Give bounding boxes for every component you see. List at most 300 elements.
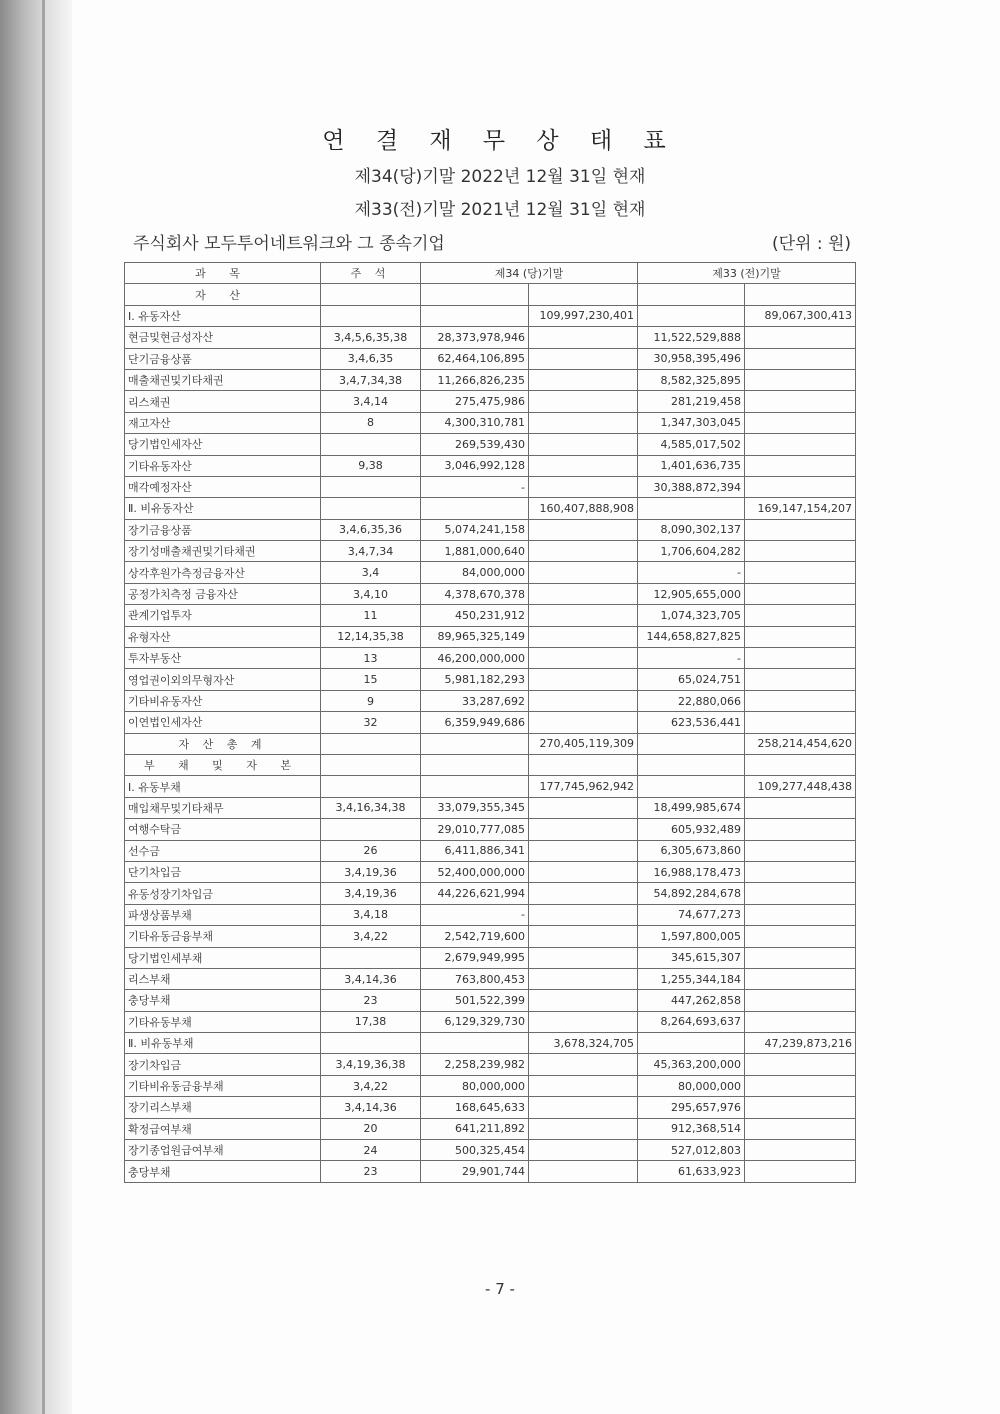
account-label: 단기금융상품 — [125, 348, 321, 369]
current-amount: 46,200,000,000 — [421, 648, 529, 669]
empty-cell — [321, 305, 421, 326]
prior-amount: 447,262,858 — [638, 990, 745, 1011]
empty-cell — [529, 626, 638, 647]
empty-cell — [529, 605, 638, 626]
table-row — [125, 605, 856, 626]
prior-amount: 12,905,655,000 — [638, 583, 745, 604]
current-subtotal: 177,745,962,942 — [529, 776, 638, 797]
empty-cell — [529, 690, 638, 711]
account-label: 장기성매출채권및기타채권 — [125, 541, 321, 562]
period-prior: 제33(전)기말 2021년 12월 31일 현재 — [354, 200, 646, 220]
current-amount: 44,226,621,994 — [421, 883, 529, 904]
prior-amount: 1,401,636,735 — [638, 455, 745, 476]
note-ref — [321, 947, 421, 968]
prior-amount: 527,012,803 — [638, 1140, 745, 1161]
table-row — [125, 990, 856, 1011]
note-ref: 3,4,14 — [321, 391, 421, 412]
prior-amount: 65,024,751 — [638, 669, 745, 690]
table-row — [125, 1075, 856, 1096]
account-label: 공정가치측정 금융자산 — [125, 583, 321, 604]
empty-cell — [745, 926, 856, 947]
empty-cell — [529, 284, 638, 305]
empty-cell — [529, 562, 638, 583]
table-row — [125, 1033, 856, 1054]
account-label: 매출채권및기타채권 — [125, 369, 321, 390]
empty-cell — [745, 947, 856, 968]
empty-cell — [529, 455, 638, 476]
note-ref — [321, 476, 421, 497]
note-ref: 17,38 — [321, 1011, 421, 1032]
grand-total-label: 자 산 총 계 — [125, 733, 321, 754]
empty-cell — [745, 476, 856, 497]
balance-sheet-table — [124, 262, 856, 1183]
current-amount: 501,522,399 — [421, 990, 529, 1011]
prior-amount: 1,347,303,045 — [638, 412, 745, 433]
note-ref: 15 — [321, 669, 421, 690]
note-ref: 3,4,16,34,38 — [321, 797, 421, 818]
account-label: 기타비유동자산 — [125, 690, 321, 711]
note-ref: 3,4,7,34,38 — [321, 369, 421, 390]
empty-cell — [745, 391, 856, 412]
prior-amount: 30,958,395,496 — [638, 348, 745, 369]
empty-cell — [529, 1054, 638, 1075]
table-row — [125, 434, 856, 455]
prior-subtotal: 89,067,300,413 — [745, 305, 856, 326]
current-amount: 33,079,355,345 — [421, 797, 529, 818]
empty-cell — [529, 968, 638, 989]
prior-amount: 4,585,017,502 — [638, 434, 745, 455]
account-label: 선수금 — [125, 840, 321, 861]
table-body — [125, 284, 856, 1182]
account-label: 장기금융상품 — [125, 519, 321, 540]
empty-cell — [529, 1075, 638, 1096]
account-label: 기타유동금융부채 — [125, 926, 321, 947]
current-amount: 5,074,241,158 — [421, 519, 529, 540]
table-row — [125, 498, 856, 519]
table-row — [125, 733, 856, 754]
category-label: Ⅱ. 비유동자산 — [125, 498, 321, 519]
current-subtotal: 160,407,888,908 — [529, 498, 638, 519]
table-row — [125, 348, 856, 369]
empty-cell — [321, 733, 421, 754]
table-row — [125, 883, 856, 904]
note-ref: 12,14,35,38 — [321, 626, 421, 647]
note-ref: 32 — [321, 712, 421, 733]
empty-cell — [638, 733, 745, 754]
empty-cell — [745, 1011, 856, 1032]
account-label: 매각예정자산 — [125, 476, 321, 497]
note-ref: 24 — [321, 1140, 421, 1161]
table-row — [125, 391, 856, 412]
header-account: 과 목 — [125, 263, 321, 284]
empty-cell — [529, 819, 638, 840]
note-ref: 3,4,6,35 — [321, 348, 421, 369]
empty-cell — [529, 1118, 638, 1139]
account-label: 상각후원가측정금융자산 — [125, 562, 321, 583]
note-ref: 3,4,7,34 — [321, 541, 421, 562]
empty-cell — [745, 968, 856, 989]
empty-cell — [745, 1097, 856, 1118]
note-ref: 3,4,19,36 — [321, 861, 421, 882]
header-prior-period: 제33 (전)기말 — [638, 263, 856, 284]
empty-cell — [745, 861, 856, 882]
table-row — [125, 455, 856, 476]
empty-cell — [529, 541, 638, 562]
current-amount: 2,542,719,600 — [421, 926, 529, 947]
prior-amount: 281,219,458 — [638, 391, 745, 412]
current-amount: 33,287,692 — [421, 690, 529, 711]
empty-cell — [321, 754, 421, 775]
table-row — [125, 583, 856, 604]
table-row — [125, 1054, 856, 1075]
empty-cell — [745, 562, 856, 583]
account-label: 파생상품부채 — [125, 904, 321, 925]
account-label: 충당부채 — [125, 990, 321, 1011]
empty-cell — [529, 904, 638, 925]
note-ref: 20 — [321, 1118, 421, 1139]
current-amount: 11,266,826,235 — [421, 369, 529, 390]
table-row — [125, 1161, 856, 1182]
table-row — [125, 519, 856, 540]
table-header-row — [125, 263, 856, 284]
empty-cell — [529, 883, 638, 904]
empty-cell — [529, 583, 638, 604]
empty-cell — [745, 519, 856, 540]
empty-cell — [745, 434, 856, 455]
current-amount: 6,411,886,341 — [421, 840, 529, 861]
account-label: 장기차입금 — [125, 1054, 321, 1075]
current-amount: 1,881,000,640 — [421, 541, 529, 562]
table-row — [125, 541, 856, 562]
prior-amount: 61,633,923 — [638, 1161, 745, 1182]
prior-amount: 30,388,872,394 — [638, 476, 745, 497]
note-ref: 3,4,19,36,38 — [321, 1054, 421, 1075]
empty-cell — [745, 583, 856, 604]
empty-cell — [745, 754, 856, 775]
account-label: 장기종업원급여부채 — [125, 1140, 321, 1161]
prior-amount: 8,582,325,895 — [638, 369, 745, 390]
table-row — [125, 819, 856, 840]
empty-cell — [321, 498, 421, 519]
prior-subtotal: 47,239,873,216 — [745, 1033, 856, 1054]
current-amount: - — [421, 476, 529, 497]
current-amount: 28,373,978,946 — [421, 327, 529, 348]
prior-subtotal: 109,277,448,438 — [745, 776, 856, 797]
note-ref: 3,4 — [321, 562, 421, 583]
account-label: 현금및현금성자산 — [125, 327, 321, 348]
prior-amount: 8,264,693,637 — [638, 1011, 745, 1032]
account-label: 관계기업투자 — [125, 605, 321, 626]
empty-cell — [638, 305, 745, 326]
empty-cell — [321, 1033, 421, 1054]
current-amount: 89,965,325,149 — [421, 626, 529, 647]
prior-amount: 912,368,514 — [638, 1118, 745, 1139]
account-label: 당기법인세자산 — [125, 434, 321, 455]
table-row — [125, 904, 856, 925]
table-row — [125, 369, 856, 390]
prior-total: 258,214,454,620 — [745, 733, 856, 754]
table-row — [125, 626, 856, 647]
empty-cell — [529, 712, 638, 733]
empty-cell — [529, 1097, 638, 1118]
account-label: 재고자산 — [125, 412, 321, 433]
empty-cell — [529, 1011, 638, 1032]
current-amount: 52,400,000,000 — [421, 861, 529, 882]
empty-cell — [529, 476, 638, 497]
empty-cell — [529, 926, 638, 947]
account-label: 당기법인세부채 — [125, 947, 321, 968]
prior-amount: 623,536,441 — [638, 712, 745, 733]
prior-amount: 8,090,302,137 — [638, 519, 745, 540]
section-header: 부 채 및 자 본 — [125, 754, 321, 775]
note-ref: 3,4,18 — [321, 904, 421, 925]
account-label: 투자부동산 — [125, 648, 321, 669]
empty-cell — [745, 369, 856, 390]
document-title: 연 결 재 무 상 태 표 — [322, 128, 678, 154]
empty-cell — [321, 776, 421, 797]
current-amount: 763,800,453 — [421, 968, 529, 989]
prior-amount: 16,988,178,473 — [638, 861, 745, 882]
table-row — [125, 968, 856, 989]
current-amount: 275,475,986 — [421, 391, 529, 412]
empty-cell — [529, 391, 638, 412]
current-amount: 4,378,670,378 — [421, 583, 529, 604]
empty-cell — [529, 754, 638, 775]
empty-cell — [745, 690, 856, 711]
empty-cell — [529, 412, 638, 433]
prior-amount: 11,522,529,888 — [638, 327, 745, 348]
empty-cell — [421, 1033, 529, 1054]
empty-cell — [421, 776, 529, 797]
prior-amount: - — [638, 562, 745, 583]
empty-cell — [529, 327, 638, 348]
current-amount: 500,325,454 — [421, 1140, 529, 1161]
prior-amount: 22,880,066 — [638, 690, 745, 711]
account-label: 리스부채 — [125, 968, 321, 989]
table-row — [125, 305, 856, 326]
empty-cell — [638, 776, 745, 797]
empty-cell — [529, 840, 638, 861]
table-row — [125, 1097, 856, 1118]
empty-cell — [745, 1161, 856, 1182]
account-label: 기타유동부채 — [125, 1011, 321, 1032]
prior-amount: 80,000,000 — [638, 1075, 745, 1096]
note-ref: 3,4,5,6,35,38 — [321, 327, 421, 348]
category-label: Ⅰ. 유동부채 — [125, 776, 321, 797]
note-ref: 9,38 — [321, 455, 421, 476]
account-label: 충당부채 — [125, 1161, 321, 1182]
empty-cell — [421, 305, 529, 326]
category-label: Ⅰ. 유동자산 — [125, 305, 321, 326]
table-row — [125, 861, 856, 882]
empty-cell — [745, 348, 856, 369]
empty-cell — [529, 648, 638, 669]
prior-amount: 1,255,344,184 — [638, 968, 745, 989]
prior-amount: 1,706,604,282 — [638, 541, 745, 562]
empty-cell — [529, 1140, 638, 1161]
prior-amount: 74,677,273 — [638, 904, 745, 925]
empty-cell — [745, 648, 856, 669]
empty-cell — [745, 1140, 856, 1161]
empty-cell — [745, 840, 856, 861]
category-label: Ⅱ. 비유동부채 — [125, 1033, 321, 1054]
current-amount: 3,046,992,128 — [421, 455, 529, 476]
current-amount: - — [421, 904, 529, 925]
prior-amount: 45,363,200,000 — [638, 1054, 745, 1075]
empty-cell — [745, 605, 856, 626]
current-amount: 62,464,106,895 — [421, 348, 529, 369]
empty-cell — [529, 434, 638, 455]
empty-cell — [529, 990, 638, 1011]
current-subtotal: 109,997,230,401 — [529, 305, 638, 326]
account-label: 유형자산 — [125, 626, 321, 647]
account-label: 유동성장기차입금 — [125, 883, 321, 904]
note-ref — [321, 434, 421, 455]
empty-cell — [529, 369, 638, 390]
current-amount: 29,901,744 — [421, 1161, 529, 1182]
empty-cell — [745, 883, 856, 904]
note-ref: 3,4,10 — [321, 583, 421, 604]
table-row — [125, 562, 856, 583]
empty-cell — [745, 284, 856, 305]
empty-cell — [421, 733, 529, 754]
empty-cell — [745, 1075, 856, 1096]
prior-amount: 18,499,985,674 — [638, 797, 745, 818]
current-amount: 641,211,892 — [421, 1118, 529, 1139]
prior-amount: 6,305,673,860 — [638, 840, 745, 861]
empty-cell — [745, 669, 856, 690]
prior-amount: - — [638, 648, 745, 669]
current-amount: 168,645,633 — [421, 1097, 529, 1118]
empty-cell — [745, 412, 856, 433]
account-label: 영업권이외의무형자산 — [125, 669, 321, 690]
note-ref: 3,4,22 — [321, 926, 421, 947]
current-amount: 29,010,777,085 — [421, 819, 529, 840]
empty-cell — [529, 519, 638, 540]
note-ref: 23 — [321, 990, 421, 1011]
empty-cell — [745, 327, 856, 348]
account-label: 장기리스부채 — [125, 1097, 321, 1118]
empty-cell — [745, 904, 856, 925]
table-row — [125, 776, 856, 797]
note-ref — [321, 819, 421, 840]
current-amount: 2,258,239,982 — [421, 1054, 529, 1075]
empty-cell — [529, 861, 638, 882]
empty-cell — [745, 819, 856, 840]
empty-cell — [638, 284, 745, 305]
empty-cell — [745, 455, 856, 476]
account-label: 단기차입금 — [125, 861, 321, 882]
empty-cell — [421, 284, 529, 305]
current-amount: 4,300,310,781 — [421, 412, 529, 433]
note-ref: 3,4,19,36 — [321, 883, 421, 904]
prior-amount: 605,932,489 — [638, 819, 745, 840]
empty-cell — [745, 626, 856, 647]
empty-cell — [421, 754, 529, 775]
empty-cell — [529, 797, 638, 818]
empty-cell — [638, 1033, 745, 1054]
empty-cell — [321, 284, 421, 305]
empty-cell — [745, 712, 856, 733]
table-row — [125, 327, 856, 348]
current-amount: 84,000,000 — [421, 562, 529, 583]
account-label: 이연법인세자산 — [125, 712, 321, 733]
current-subtotal: 3,678,324,705 — [529, 1033, 638, 1054]
empty-cell — [529, 348, 638, 369]
current-amount: 450,231,912 — [421, 605, 529, 626]
current-amount: 269,539,430 — [421, 434, 529, 455]
prior-amount: 54,892,284,678 — [638, 883, 745, 904]
empty-cell — [529, 947, 638, 968]
prior-amount: 345,615,307 — [638, 947, 745, 968]
table-row — [125, 690, 856, 711]
note-ref: 3,4,14,36 — [321, 968, 421, 989]
account-label: 여행수탁금 — [125, 819, 321, 840]
empty-cell — [529, 1161, 638, 1182]
table-row — [125, 754, 856, 775]
current-amount: 5,981,182,293 — [421, 669, 529, 690]
note-ref: 3,4,22 — [321, 1075, 421, 1096]
company-name: 주식회사 모두투어네트워크와 그 종속기업 — [133, 234, 445, 254]
note-ref: 3,4,14,36 — [321, 1097, 421, 1118]
prior-amount: 1,074,323,705 — [638, 605, 745, 626]
note-ref: 8 — [321, 412, 421, 433]
note-ref: 11 — [321, 605, 421, 626]
current-amount: 2,679,949,995 — [421, 947, 529, 968]
table-row — [125, 797, 856, 818]
note-ref: 23 — [321, 1161, 421, 1182]
empty-cell — [638, 498, 745, 519]
prior-subtotal: 169,147,154,207 — [745, 498, 856, 519]
currency-unit: (단위 : 원) — [772, 234, 852, 254]
account-label: 기타비유동금융부채 — [125, 1075, 321, 1096]
table-row — [125, 648, 856, 669]
empty-cell — [745, 1118, 856, 1139]
table-row — [125, 1140, 856, 1161]
table-row — [125, 712, 856, 733]
header-current-period: 제34 (당)기말 — [421, 263, 638, 284]
prior-amount: 1,597,800,005 — [638, 926, 745, 947]
empty-cell — [529, 669, 638, 690]
table-row — [125, 476, 856, 497]
page-number: - 7 - — [485, 1280, 515, 1298]
table-row — [125, 284, 856, 305]
empty-cell — [421, 498, 529, 519]
table-row — [125, 1118, 856, 1139]
table-row — [125, 840, 856, 861]
table-row — [125, 412, 856, 433]
note-ref: 9 — [321, 690, 421, 711]
table-row — [125, 669, 856, 690]
empty-cell — [638, 754, 745, 775]
empty-cell — [745, 1054, 856, 1075]
account-label: 기타유동자산 — [125, 455, 321, 476]
current-amount: 6,359,949,686 — [421, 712, 529, 733]
account-label: 매입채무및기타채무 — [125, 797, 321, 818]
current-amount: 80,000,000 — [421, 1075, 529, 1096]
empty-cell — [745, 797, 856, 818]
prior-amount: 295,657,976 — [638, 1097, 745, 1118]
note-ref: 13 — [321, 648, 421, 669]
note-ref: 3,4,6,35,36 — [321, 519, 421, 540]
account-label: 리스채권 — [125, 391, 321, 412]
empty-cell — [745, 990, 856, 1011]
current-total: 270,405,119,309 — [529, 733, 638, 754]
table-row — [125, 926, 856, 947]
note-ref: 26 — [321, 840, 421, 861]
current-amount: 6,129,329,730 — [421, 1011, 529, 1032]
header-note: 주 석 — [321, 263, 421, 284]
